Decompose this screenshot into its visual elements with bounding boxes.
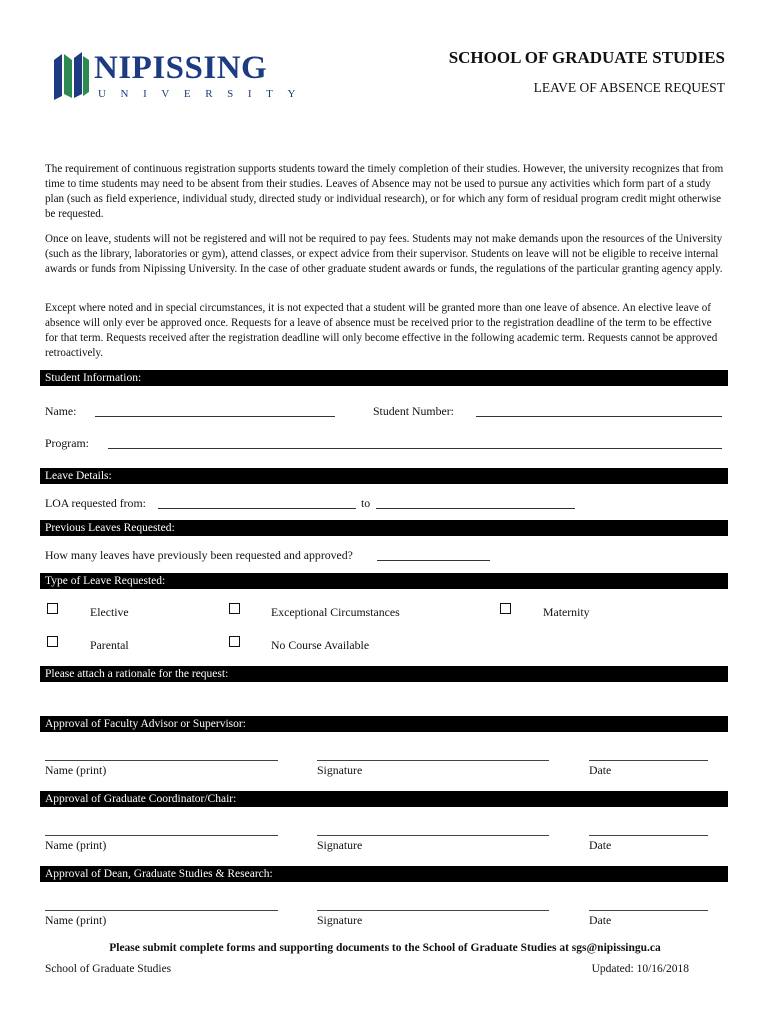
dean-name-line[interactable]	[45, 910, 278, 911]
logo-wordmark: NIPISSING	[94, 50, 268, 86]
loa-from-label: LOA requested from:	[45, 496, 146, 510]
checkbox-parental[interactable]	[47, 636, 58, 647]
loa-from-field[interactable]	[158, 508, 356, 509]
checkbox-exceptional[interactable]	[229, 603, 240, 614]
coordinator-date-label: Date	[589, 838, 612, 852]
dean-signature-label: Signature	[317, 913, 363, 927]
checkbox-no-course[interactable]	[229, 636, 240, 647]
checkbox-maternity[interactable]	[500, 603, 511, 614]
section-header-approval-advisor: Approval of Faculty Advisor or Supervisor:	[40, 716, 728, 732]
section-header-student-info: Student Information:	[40, 370, 728, 386]
advisor-name-line[interactable]	[45, 760, 278, 761]
footer-updated-date: Updated: 10/16/2018	[591, 963, 689, 975]
section-header-previous-leaves: Previous Leaves Requested:	[40, 520, 728, 536]
advisor-name-label: Name (print)	[45, 763, 107, 777]
submission-note: Please submit complete forms and supporting documents to the School of Graduate Studies at sgs@nipissingu.ca	[109, 942, 661, 954]
previous-leaves-field[interactable]	[377, 560, 490, 561]
advisor-date-line[interactable]	[589, 760, 708, 761]
page-title: SCHOOL OF GRADUATE STUDIES	[448, 48, 725, 67]
coordinator-name-line[interactable]	[45, 835, 278, 836]
option-no-course-label: No Course Available	[271, 638, 370, 652]
logo-subtitle: UNIVERSITY	[98, 88, 310, 100]
student-number-label: Student Number:	[373, 404, 454, 418]
checkbox-elective[interactable]	[47, 603, 58, 614]
section-header-approval-coordinator: Approval of Graduate Coordinator/Chair:	[40, 791, 728, 807]
coordinator-signature-label: Signature	[317, 838, 363, 852]
footer-department: School of Graduate Studies	[45, 963, 172, 975]
section-header-rationale: Please attach a rationale for the request:	[40, 666, 728, 682]
program-label: Program:	[45, 436, 89, 450]
option-exceptional-label: Exceptional Circumstances	[271, 605, 400, 619]
section-header-approval-dean: Approval of Dean, Graduate Studies & Research:	[40, 866, 728, 882]
coordinator-date-line[interactable]	[589, 835, 708, 836]
name-field[interactable]	[95, 416, 335, 417]
advisor-signature-line[interactable]	[317, 760, 549, 761]
previous-leaves-question: How many leaves have previously been requested and approved?	[45, 548, 353, 562]
section-header-leave-details: Leave Details:	[40, 468, 728, 484]
dean-signature-line[interactable]	[317, 910, 549, 911]
dean-name-label: Name (print)	[45, 913, 107, 927]
form-title: LEAVE OF ABSENCE REQUEST	[533, 80, 725, 95]
intro-paragraph-1: The requirement of continuous registration supports students toward the timely completion of their studies. However, the university recognizes that from time to time students may need to be absent from their studies. Leaves of Absence may not be used to pursue any activities which form part of a study plan (such as field experience, individual study, directed study or individual research), or for which any form of residual program credit might otherwise be requested.	[45, 163, 724, 220]
coordinator-name-label: Name (print)	[45, 838, 107, 852]
option-elective-label: Elective	[90, 605, 129, 619]
advisor-signature-label: Signature	[317, 763, 363, 777]
student-number-field[interactable]	[476, 416, 722, 417]
intro-paragraph-2: Once on leave, students will not be registered and will not be required to pay fees. Students may not make demands upon the resources of the University (such as the library, laboratories or gym), attend classes, or expect advice from their supervisor. Students on leave will not be eligible to receive internal awards or funds from Nipissing University. In the case of other graduate student awards or funds, the regulations of the particular granting agency apply.	[45, 233, 723, 275]
intro-paragraph-3: Except where noted and in special circumstances, it is not expected that a student will be granted more than one leave of absence. An elective leave of absence will only ever be approved once. Requests for a leave of absence must be received prior to the registration deadline of the term to be effective for that term. Requests received after the registration deadline will only become effective in the following academic term. Requests cannot be approved retroactively.	[45, 302, 718, 359]
option-parental-label: Parental	[90, 638, 129, 652]
loa-to-field[interactable]	[376, 508, 575, 509]
loa-to-label: to	[361, 496, 371, 510]
name-label: Name:	[45, 404, 77, 418]
dean-date-label: Date	[589, 913, 612, 927]
option-maternity-label: Maternity	[543, 605, 590, 619]
program-field[interactable]	[108, 448, 722, 449]
section-header-leave-type: Type of Leave Requested:	[40, 573, 728, 589]
logo-mark-icon	[52, 52, 90, 102]
coordinator-signature-line[interactable]	[317, 835, 549, 836]
advisor-date-label: Date	[589, 763, 612, 777]
dean-date-line[interactable]	[589, 910, 708, 911]
university-logo	[52, 50, 310, 104]
